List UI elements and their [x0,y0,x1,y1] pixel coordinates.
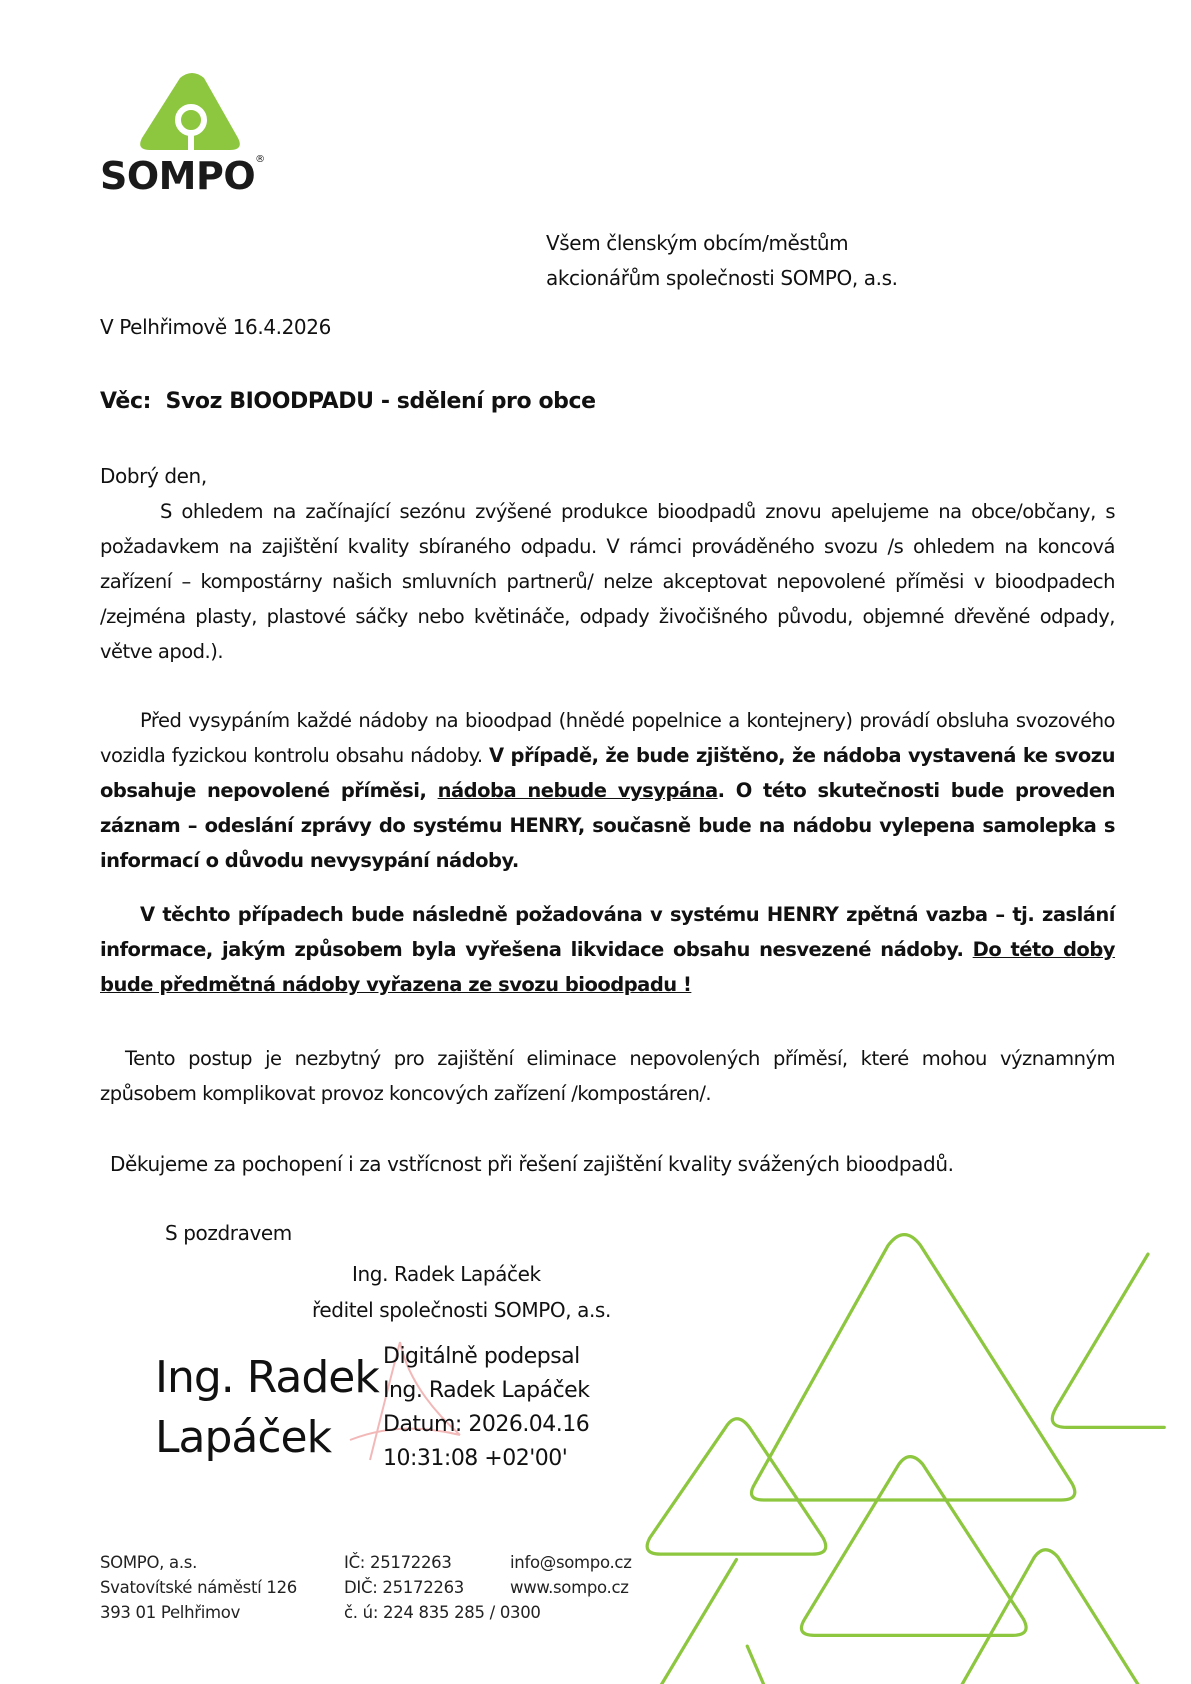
paragraph-4: Tento postup je nezbytný pro zajištění eliminace nepovolených příměsí, které mohou významným způsobem komplikovat provoz koncových zařízení /kompostáren/. [100,1047,1115,1105]
place-date: V Pelhřimově 16.4.2026 [100,315,331,339]
recipient-line-1: Všem členským obcím/městům [546,231,849,255]
signatory-title: ředitel společnosti SOMPO, a.s. [312,1298,611,1322]
signature-name-line-1: Ing. Radek [155,1352,379,1403]
thanks: Děkujeme za pochopení i za vstřícnost při řešení zajištění kvality svážených bioodpadů. [110,1152,954,1176]
paragraph-3: V těchto případech bude následně požadována v systému HENRY zpětná vazba – tj. zaslání informace, jakým způsobem byla vyřešena likvidace obsahu nesvezené nádoby. Do této doby bude předmětná nádoby vyřazena ze svozu bioodpadu ! [100,903,1115,996]
signature-name-line-2: Lapáček [155,1412,332,1463]
paragraph-1: S ohledem na začínající sezónu zvýšené produkce bioodpadů znovu apelujeme na obce/občany, s požadavkem na zajištění kvality sbíraného odpadu. V rámci prováděného svozu /s ohledem na koncová zařízení – kompostárny našich smluvních partnerů/ nelze akceptovat nepovolené příměsi v bioodpadech /zejména plasty, plastové sáčky nebo květináče, odpady živočišného původu, objemné dřevěné odpady, větve apod.). [100,500,1115,663]
logo-text: SOMPO® [100,154,265,198]
subject-text: Svoz BIOODPADU - sdělení pro obce [165,389,596,414]
greeting: Dobrý den, [100,464,207,488]
sompo-logo [100,72,280,202]
footer-email[interactable]: info@sompo.cz [510,1553,632,1572]
recipient-line-2: akcionářům společnosti SOMPO, a.s. [546,266,898,290]
logo-triangle-icon [100,72,280,152]
subject [100,384,596,419]
footer-ids: IČ: 25172263 DIČ: 25172263 č. ú: 224 835 285 / 0300 [344,1553,541,1622]
closing: S pozdravem [165,1221,292,1245]
subject-label: Věc: [100,389,151,414]
paragraph-2: Před vysypáním každé nádoby na bioodpad (hnědé popelnice a kontejnery) provádí obsluha svozového vozidla fyzickou kontrolu obsahu nádoby. V případě, že bude zjištěno, že nádoba vystavená ke svozu obsahuje nepovolené příměsi, nádoba nebude vysypána. O této skutečnosti bude proveden záznam – odeslání zprávy do systému HENRY, současně bude na nádobu vylepena samolepka s informací o důvodu nevysypání nádoby. [100,709,1115,872]
footer-website[interactable]: www.sompo.cz [510,1578,629,1597]
signatory-name: Ing. Radek Lapáček [352,1262,541,1286]
footer-contacts [510,1550,632,1600]
signature-details: Digitálně podepsal Ing. Radek Lapáček Datum: 2026.04.16 10:31:08 +02'00' [383,1344,590,1471]
footer-address: SOMPO, a.s. Svatovítské náměstí 126 393 01 Pelhřimov [100,1553,297,1622]
digital-signature [150,1340,630,1480]
